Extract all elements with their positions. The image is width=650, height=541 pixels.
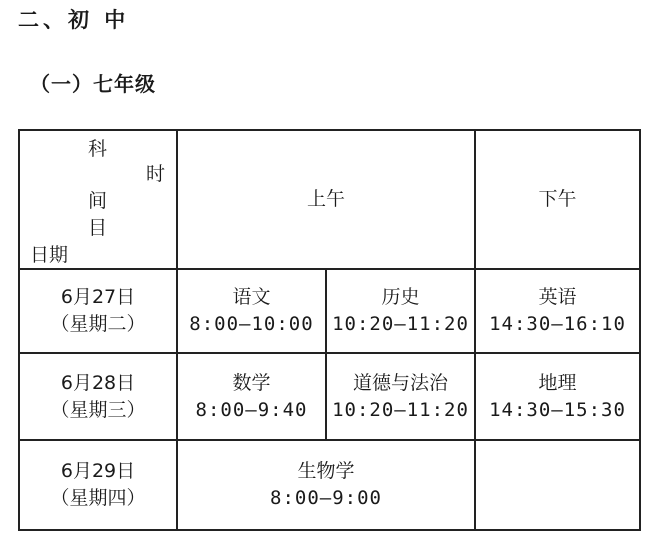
date-text: 6月28日 xyxy=(60,371,136,394)
subject-text: 地理 xyxy=(538,371,577,394)
corner-label-ke: 科 xyxy=(88,138,108,160)
morning-exam-1-cell xyxy=(177,269,326,353)
date-text: 6月29日 xyxy=(60,460,136,482)
morning-header: 上午 xyxy=(177,130,475,269)
afternoon-exam-cell xyxy=(475,353,640,440)
time-text: 10:20—11:20 xyxy=(332,398,469,421)
afternoon-exam-cell-empty xyxy=(475,440,640,530)
time-text: 14:30—16:10 xyxy=(489,313,626,335)
subject-text: 语文 xyxy=(232,286,271,308)
afternoon-header: 下午 xyxy=(475,130,640,269)
subject-text: 数学 xyxy=(232,371,271,394)
time-text: 8:00—9:00 xyxy=(270,487,382,509)
table-row xyxy=(19,269,640,353)
morning-exam-2-cell xyxy=(326,269,475,353)
date-cell xyxy=(19,353,177,440)
morning-exam-cell xyxy=(177,440,475,530)
corner-label-jian: 间 xyxy=(88,190,108,212)
weekday-text: （星期四） xyxy=(50,487,146,509)
subject-text: 道德与法治 xyxy=(353,371,449,394)
table-row xyxy=(19,353,640,440)
date-cell xyxy=(19,440,177,530)
weekday-text: （星期三） xyxy=(50,398,146,421)
time-text: 10:20—11:20 xyxy=(332,313,469,335)
section-heading: 二、初 中 xyxy=(18,8,130,32)
table-row xyxy=(19,440,640,530)
afternoon-exam-cell xyxy=(475,269,640,353)
corner-label-mu: 目 xyxy=(88,217,108,239)
corner-header-cell xyxy=(19,130,177,269)
subject-text: 英语 xyxy=(538,286,577,308)
date-cell xyxy=(19,269,177,353)
exam-schedule-table xyxy=(18,129,641,531)
weekday-text: （星期二） xyxy=(50,313,146,335)
header-row xyxy=(19,130,640,269)
corner-label-date: 日期 xyxy=(30,244,69,266)
time-text: 8:00—10:00 xyxy=(189,313,314,335)
date-text: 6月27日 xyxy=(60,286,136,308)
morning-exam-2-cell xyxy=(326,353,475,440)
subject-text: 生物学 xyxy=(297,460,355,482)
subject-text: 历史 xyxy=(381,286,420,308)
morning-exam-1-cell xyxy=(177,353,326,440)
subsection-heading: （一）七年级 xyxy=(30,72,156,96)
corner-label-shi: 时 xyxy=(146,163,166,185)
time-text: 8:00—9:40 xyxy=(195,398,308,421)
time-text: 14:30—15:30 xyxy=(489,398,626,421)
